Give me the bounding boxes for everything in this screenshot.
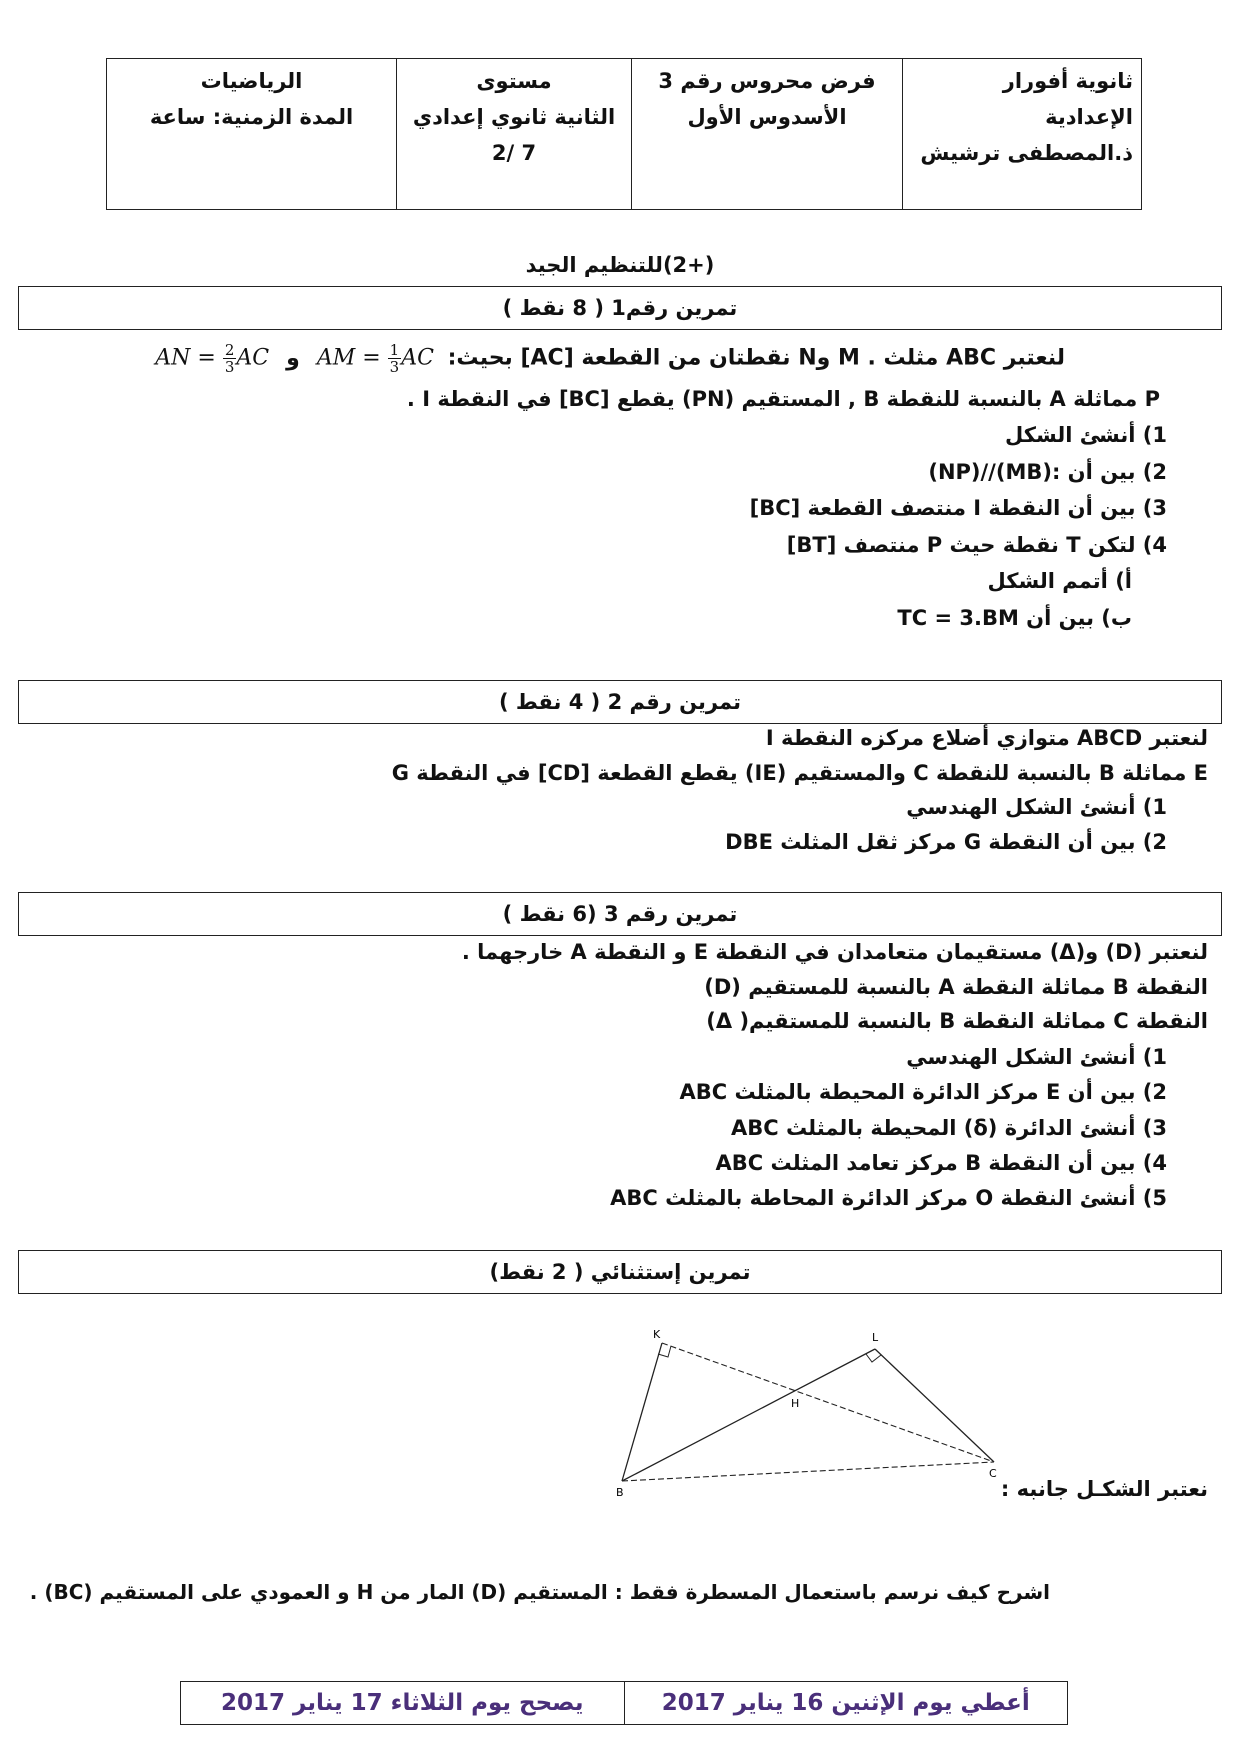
duration: المدة الزمنية: ساعة [149,105,354,129]
ex4-intro: نعتبر الشكـل جانبه : [1000,1477,1208,1501]
school-name: ثانوية أفورار الإعدادية [1002,69,1133,129]
header-subject-cell [107,59,397,210]
date-given: أعطي يوم الإثنين 16 يناير 2017 [624,1682,1068,1725]
segment-BK [622,1343,662,1481]
label-K: K [653,1328,661,1341]
formula-an-label: AN = [155,345,223,371]
label-B: B [616,1486,624,1499]
ex1-item-1: 1) أنشئ الشكل [1005,423,1167,447]
frac-an-den: 3 [224,358,235,376]
ex1-title: تمرين رقم1 ( 8 نقط ) [18,286,1222,330]
segment-BC [622,1462,994,1481]
label-C: C [989,1467,997,1480]
ex1-item-2: 2) بين أن :(MB)//(NP) [928,460,1167,484]
ex1-sub-b: ب) بين أن TC = 3.BM [897,606,1132,630]
ex4-title: تمرين إستثنائي ( 2 نقط) [18,1250,1222,1294]
level-label: مستوى [476,69,552,93]
frac-an-num: 2 [224,341,235,359]
frac-am-num: 1 [389,341,400,359]
ex2-item-2: 2) بين أن النقطة G مركز ثقل المثلث DBE [725,830,1167,854]
header-exam-cell [632,59,903,210]
ex4-figure [600,1320,1020,1510]
level: الثانية ثانوي إعدادي [412,105,616,129]
segment-KC [662,1343,994,1462]
label-L: L [872,1331,879,1344]
teacher-name: ذ.المصطفى ترشيش [920,141,1133,165]
ex3-title: تمرين رقم 3 (6 نقط ) [18,892,1222,936]
ex1-sub-a: أ) أتمم الشكل [987,569,1132,593]
ex3-line1: لنعتبر (D) و(Δ) مستقيمان متعامدان في النقطة E و النقطة A خارجهما . [461,940,1208,964]
segment-BL [622,1349,875,1481]
header-level-cell [397,59,632,210]
right-angle-L [866,1354,881,1362]
classes: 2/ 7 [491,141,537,165]
ex1-intro-text: لنعتبر ABC مثلث . M وN نقطتان من القطعة [AC] بحيث: [447,345,1065,371]
ex1-item-4: 4) لتكن T نقطة حيث P منتصف [BT] [786,533,1167,557]
formula-ac-1: AC [236,345,270,371]
header-school-cell [903,59,1142,210]
ex1-intro [155,342,1065,375]
ex2-item-1: 1) أنشئ الشكل الهندسي [906,795,1167,819]
ex3-line2: النقطة B مماثلة النقطة A بالنسبة للمستقيم (D) [704,975,1208,999]
ex3-item-5: 5) أنشئ النقطة O مركز الدائرة المحاطة بالمثلث ABC [610,1186,1167,1210]
ex3-item-2: 2) بين أن E مركز الدائرة المحيطة بالمثلث ABC [679,1080,1167,1104]
ex2-line1: لنعتبر ABCD متوازي أضلاع مركزه النقطة I [765,726,1208,750]
segment-LC [875,1349,994,1462]
ex4-question: اشرح كيف نرسم باستعمال المسطرة فقط : المستقيم (D) المار من H و العمودي على المستقيم (BC) . [29,1580,1050,1604]
formula-ac-2: AC [401,345,434,371]
exam-title: فرض محروس رقم 3 [658,69,876,93]
footer-table [180,1681,1068,1725]
ex3-line3: النقطة C مماثلة النقطة B بالنسبة للمستقيم( Δ) [706,1009,1208,1033]
ex3-item-4: 4) بين أن النقطة B مركز تعامد المثلث ABC [715,1151,1167,1175]
frac-am-den: 3 [389,358,400,376]
date-corrected: يصحح يوم الثلاثاء 17 يناير 2017 [181,1682,625,1725]
formula-and: و [286,345,300,371]
semester: الأسدوس الأول [687,105,847,129]
ex3-item-1: 1) أنشئ الشكل الهندسي [906,1045,1167,1069]
label-H: H [791,1397,800,1410]
ex1-item-3: 3) بين أن النقطة I منتصف القطعة [BC] [749,496,1167,520]
ex2-line2: E مماثلة B بالنسبة للنقطة C والمستقيم (IE) يقطع القطعة [CD] في النقطة G [391,761,1208,785]
formula-am-label: AM = [316,345,388,371]
ex3-item-3: 3) أنشئ الدائرة (δ) المحيطة بالمثلث ABC [730,1116,1167,1140]
subject: الرياضيات [200,69,303,93]
ex2-title: تمرين رقم 2 ( 4 نقط ) [18,680,1222,724]
ex1-line2: P مماثلة A بالنسبة للنقطة B , المستقيم (PN) يقطع [BC] في النقطة I . [406,387,1160,411]
header-table [106,58,1142,210]
bonus-note: (+2)للتنظيم الجيد [525,253,715,277]
ex1-formula [155,342,434,375]
